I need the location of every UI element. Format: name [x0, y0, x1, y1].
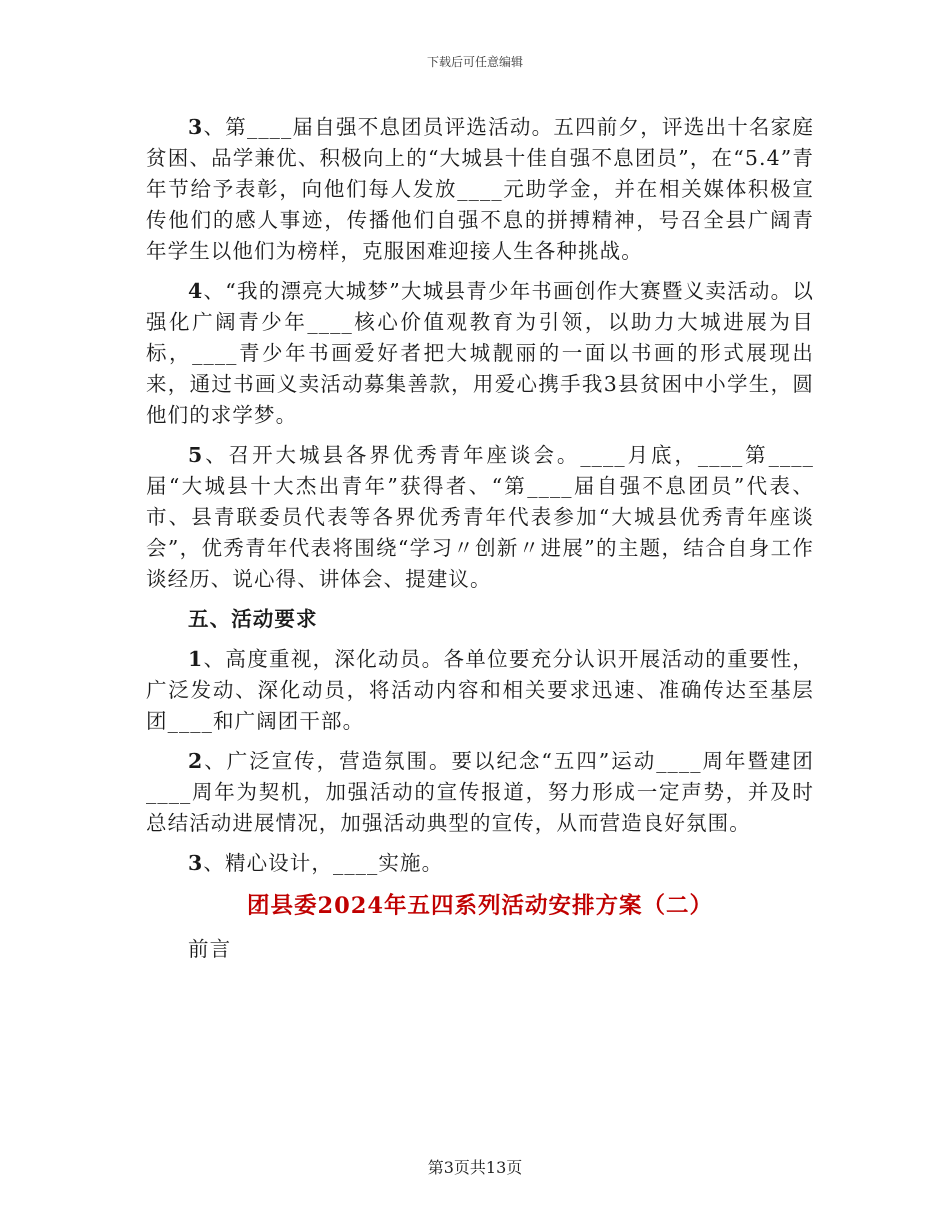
document-title: 团县委2024年五四系列活动安排方案（二） [246, 893, 714, 919]
item-text: 、精心设计，____实施。 [203, 851, 444, 875]
item-number: 3 [188, 115, 204, 139]
preface-label: 前言 [188, 937, 232, 961]
item-number: 1 [188, 647, 204, 671]
item-text: 、召开大城县各界优秀青年座谈会。____月底，____第____届“大城县十大杰出青年”获得者、“第____届自强不息团员”代表、市、县青联委员代表等各界优秀青年代表参加“大城县优秀青年座谈会”，优秀青年代表将围绕“学习〃创新〃进展”的主题，结合自身工作谈经历、说心得、讲体会、提建议。 [146, 443, 814, 591]
activity-item-5 [146, 440, 814, 595]
activity-item-3 [146, 112, 814, 267]
item-text: 、“我的漂亮大城梦”大城县青少年书画创作大赛暨义卖活动。以强化广阔青少年____核心价值观教育为引领，以助力大城进展为目标，____青少年书画爱好者把大城靓丽的一面以书画的形式展现出来，通过书画义卖活动募集善款，用爱心携手我3县贫困中小学生，圆他们的求学梦。 [146, 279, 814, 427]
item-number: 4 [188, 279, 204, 303]
item-text: 、第____届自强不息团员评选活动。五四前夕，评选出十名家庭贫困、品学兼优、积极向上的“大城县十佳自强不息团员”，在“5.4”青年节给予表彰，向他们每人发放____元助学金，并在相关媒体积极宣传他们的感人事迹，传播他们自强不息的拼搏精神，号召全县广阔青年学生以他们为榜样，克服困难迎接人生各种挑战。 [146, 115, 814, 263]
section-heading: 五、活动要求 [188, 607, 318, 631]
requirement-item-2 [146, 746, 814, 839]
item-number: 5 [188, 443, 204, 467]
requirement-item-3 [146, 848, 814, 879]
document-body [146, 112, 814, 974]
requirement-item-1 [146, 644, 814, 737]
activity-item-4 [146, 276, 814, 431]
item-text: 、高度重视，深化动员。各单位要充分认识开展活动的重要性，广泛发动、深化动员，将活动内容和相关要求迅速、准确传达至基层团____和广阔团干部。 [146, 647, 814, 733]
page-footer: 第3页共13页 [427, 1158, 523, 1177]
page-header: 下载后可任意编辑 [426, 55, 523, 69]
item-number: 3 [188, 851, 204, 875]
item-number: 2 [188, 749, 204, 773]
item-text: 、广泛宣传，营造氛围。要以纪念“五四”运动____周年暨建团____周年为契机，加强活动的宣传报道，努力形成一定声势，并及时总结活动进展情况，加强活动典型的宣传，从而营造良好氛围。 [146, 749, 814, 835]
